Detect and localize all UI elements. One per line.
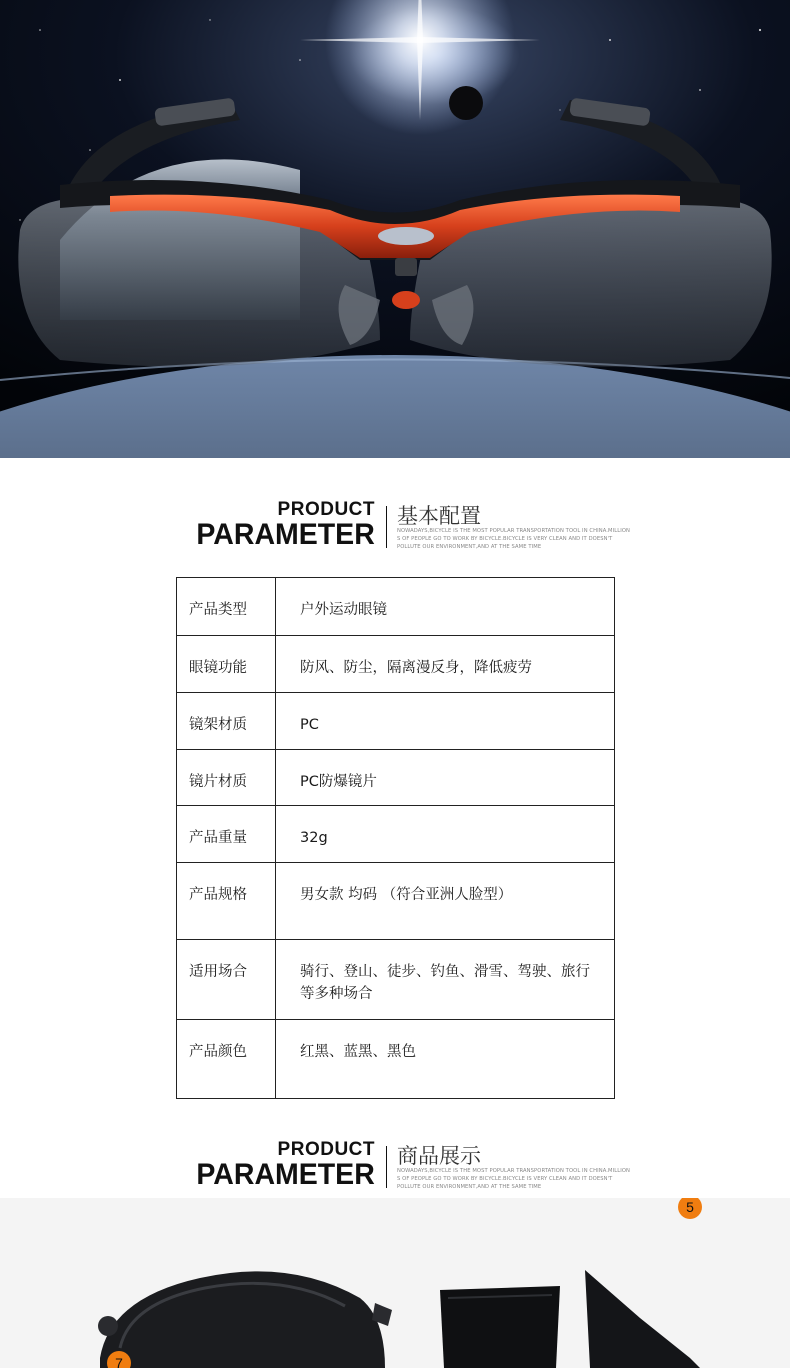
heading-title-block	[187, 500, 375, 550]
param-key: 产品颜色	[177, 1020, 276, 1099]
param-value: 户外运动眼镜	[276, 578, 615, 636]
heading-description	[397, 1167, 647, 1192]
param-value: PC	[276, 693, 615, 750]
heading-description	[397, 527, 647, 552]
heading-description-line: NOWADAYS,BICYCLE IS THE MOST POPULAR TRANSPORTATION TOOL IN CHINA.MILLION	[397, 1168, 631, 1174]
param-key: 镜片材质	[177, 750, 276, 806]
param-key: 产品类型	[177, 578, 276, 636]
param-value: 骑行、登山、徒步、钓鱼、滑雪、驾驶、旅行等多种场合	[276, 940, 615, 1020]
heading-description-line: S OF PEOPLE GO TO WORK BY BICYCLE.BICYCLE IS VERY CLEAN AND IT DOESN'T	[397, 536, 613, 543]
param-key: 镜架材质	[177, 693, 276, 750]
param-key: 眼镜功能	[177, 636, 276, 693]
table-row	[177, 750, 615, 806]
param-value: 防风、防尘，隔离漫反身，降低疲劳	[276, 636, 615, 693]
table-row	[177, 693, 615, 750]
accessories-illustration	[0, 1198, 790, 1368]
heading-chinese-title: 商品展示	[397, 1144, 481, 1168]
badge-7: 7	[107, 1351, 131, 1368]
table-row	[177, 863, 615, 940]
accessories-photo	[0, 1198, 790, 1368]
sunglasses-space-illustration	[0, 0, 790, 458]
heading-description-line: S OF PEOPLE GO TO WORK BY BICYCLE.BICYCLE IS VERY CLEAN AND IT DOESN'T	[397, 1176, 613, 1183]
section-heading-product-display	[0, 1140, 790, 1200]
table-row	[177, 1020, 615, 1099]
heading-label-small: PRODUCT	[277, 1139, 375, 1160]
parameter-table	[176, 577, 615, 1099]
heading-description-line: POLLUTE OUR ENVIRONMENT,AND AT THE SAME TIME	[397, 544, 542, 551]
param-key: 适用场合	[177, 940, 276, 1020]
section-heading-basic-config	[0, 500, 790, 560]
hero-image	[0, 0, 790, 458]
param-value: 32g	[276, 806, 615, 863]
heading-label-small: PRODUCT	[277, 499, 375, 520]
heading-divider	[386, 506, 387, 548]
badge-5: 5	[678, 1198, 702, 1219]
param-value: PC防爆镜片	[276, 750, 615, 806]
heading-title-block	[187, 1140, 375, 1190]
heading-divider	[386, 1146, 387, 1188]
param-value: 红黑、蓝黑、黑色	[276, 1020, 615, 1099]
table-row	[177, 940, 615, 1020]
param-key: 产品重量	[177, 806, 276, 863]
heading-description-line: POLLUTE OUR ENVIRONMENT,AND AT THE SAME TIME	[397, 1184, 542, 1191]
table-row	[177, 636, 615, 693]
table-row	[177, 578, 615, 636]
heading-label-big: PARAMETER	[196, 1158, 375, 1191]
heading-chinese-title: 基本配置	[397, 504, 481, 528]
heading-label-big: PARAMETER	[196, 518, 375, 551]
param-key: 产品规格	[177, 863, 276, 940]
heading-description-line: NOWADAYS,BICYCLE IS THE MOST POPULAR TRANSPORTATION TOOL IN CHINA.MILLION	[397, 528, 631, 534]
table-row	[177, 806, 615, 863]
param-value: 男女款 均码 （符合亚洲人脸型）	[276, 863, 615, 940]
